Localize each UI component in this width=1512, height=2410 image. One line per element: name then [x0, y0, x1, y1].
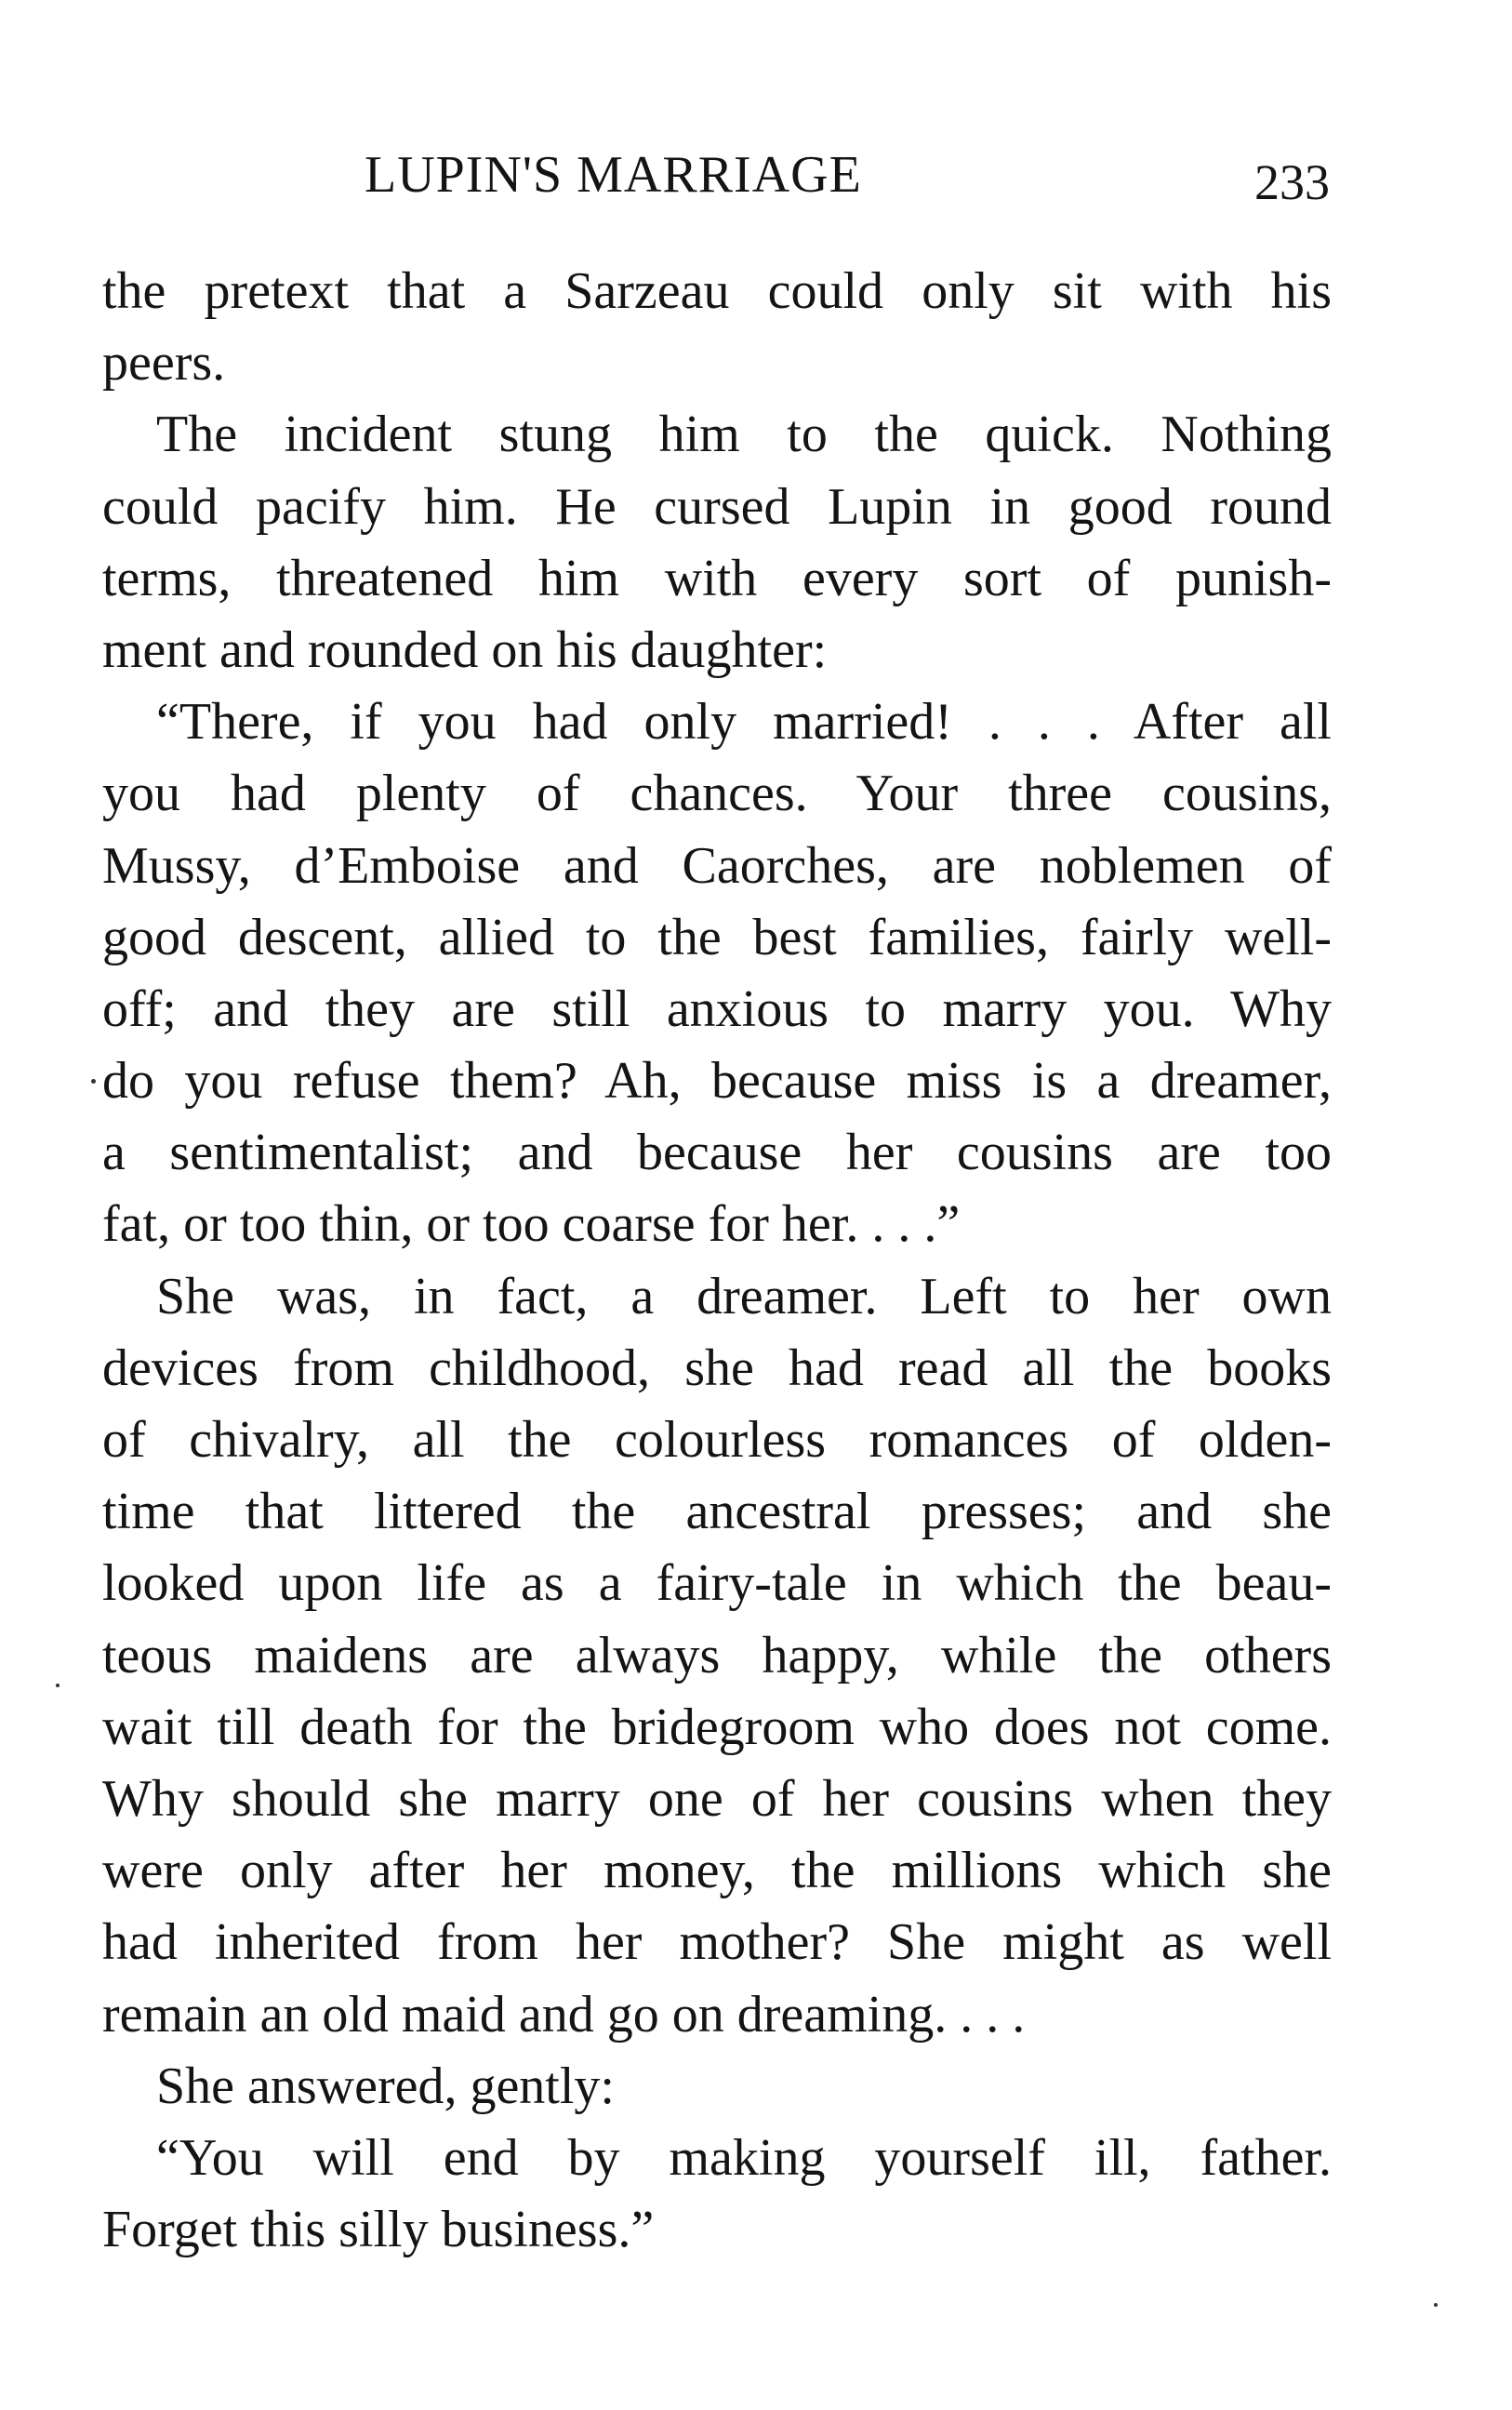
page-number: 233 — [1254, 154, 1330, 210]
text-line: remain an old maid and go on dreaming. . . . — [102, 1985, 1026, 2044]
text-line: fat, or too thin, or too coarse for her. . . .” — [102, 1195, 961, 1254]
text-line: peers. — [102, 334, 226, 393]
text-line: She answered, gently: — [156, 2057, 615, 2115]
text-line: off; and they are still anxious to marry you. Why — [102, 979, 1332, 1038]
text-line: wait till death for the bridegroom who does not come. — [102, 1698, 1332, 1756]
text-line: Why should she marry one of her cousins when they — [102, 1769, 1332, 1828]
text-line: Forget this silly business.” — [102, 2201, 655, 2259]
text-line: could pacify him. He cursed Lupin in good round — [102, 477, 1332, 536]
running-title: LUPIN'S MARRIAGE — [365, 146, 862, 204]
text-line: time that littered the ancestral presses; and she — [102, 1483, 1332, 1541]
text-line: Mussy, d’Emboise and Caorches, are noblemen of — [102, 836, 1332, 895]
running-head — [104, 138, 1330, 212]
text-line: ment and rounded on his daughter: — [102, 620, 828, 679]
text-line: a sentimentalist; and because her cousins are too — [102, 1124, 1332, 1182]
text-line: good descent, allied to the best families, fairly well- — [102, 908, 1332, 966]
text-line: were only after her money, the millions which she — [102, 1842, 1332, 1900]
text-line: The incident stung him to the quick. Nothing — [156, 406, 1332, 464]
text-line: looked upon life as a fairy-tale in which the beau- — [102, 1554, 1332, 1613]
paper-speck — [1434, 2303, 1438, 2307]
body-text — [102, 256, 1332, 2266]
text-line: devices from childhood, she had read all the books — [102, 1338, 1332, 1397]
text-line: of chivalry, all the colourless romances of olden- — [102, 1411, 1332, 1469]
paper-speck — [91, 1079, 96, 1084]
paper-speck — [56, 1684, 60, 1687]
text-line: the pretext that a Sarzeau could only sit with his — [102, 262, 1332, 320]
text-line: “There, if you had only married! . . . After all — [156, 693, 1332, 752]
text-line: do you refuse them? Ah, because miss is a dreamer, — [102, 1052, 1332, 1111]
text-line: you had plenty of chances. Your three cousins, — [102, 765, 1332, 823]
text-line: teous maidens are always happy, while the others — [102, 1626, 1332, 1684]
text-line: She was, in fact, a dreamer. Left to her own — [156, 1267, 1332, 1325]
text-line: terms, threatened him with every sort of punish- — [102, 549, 1332, 607]
text-line: had inherited from her mother? She might as well — [102, 1913, 1332, 1972]
text-line: “You will end by making yourself ill, father. — [156, 2128, 1332, 2187]
